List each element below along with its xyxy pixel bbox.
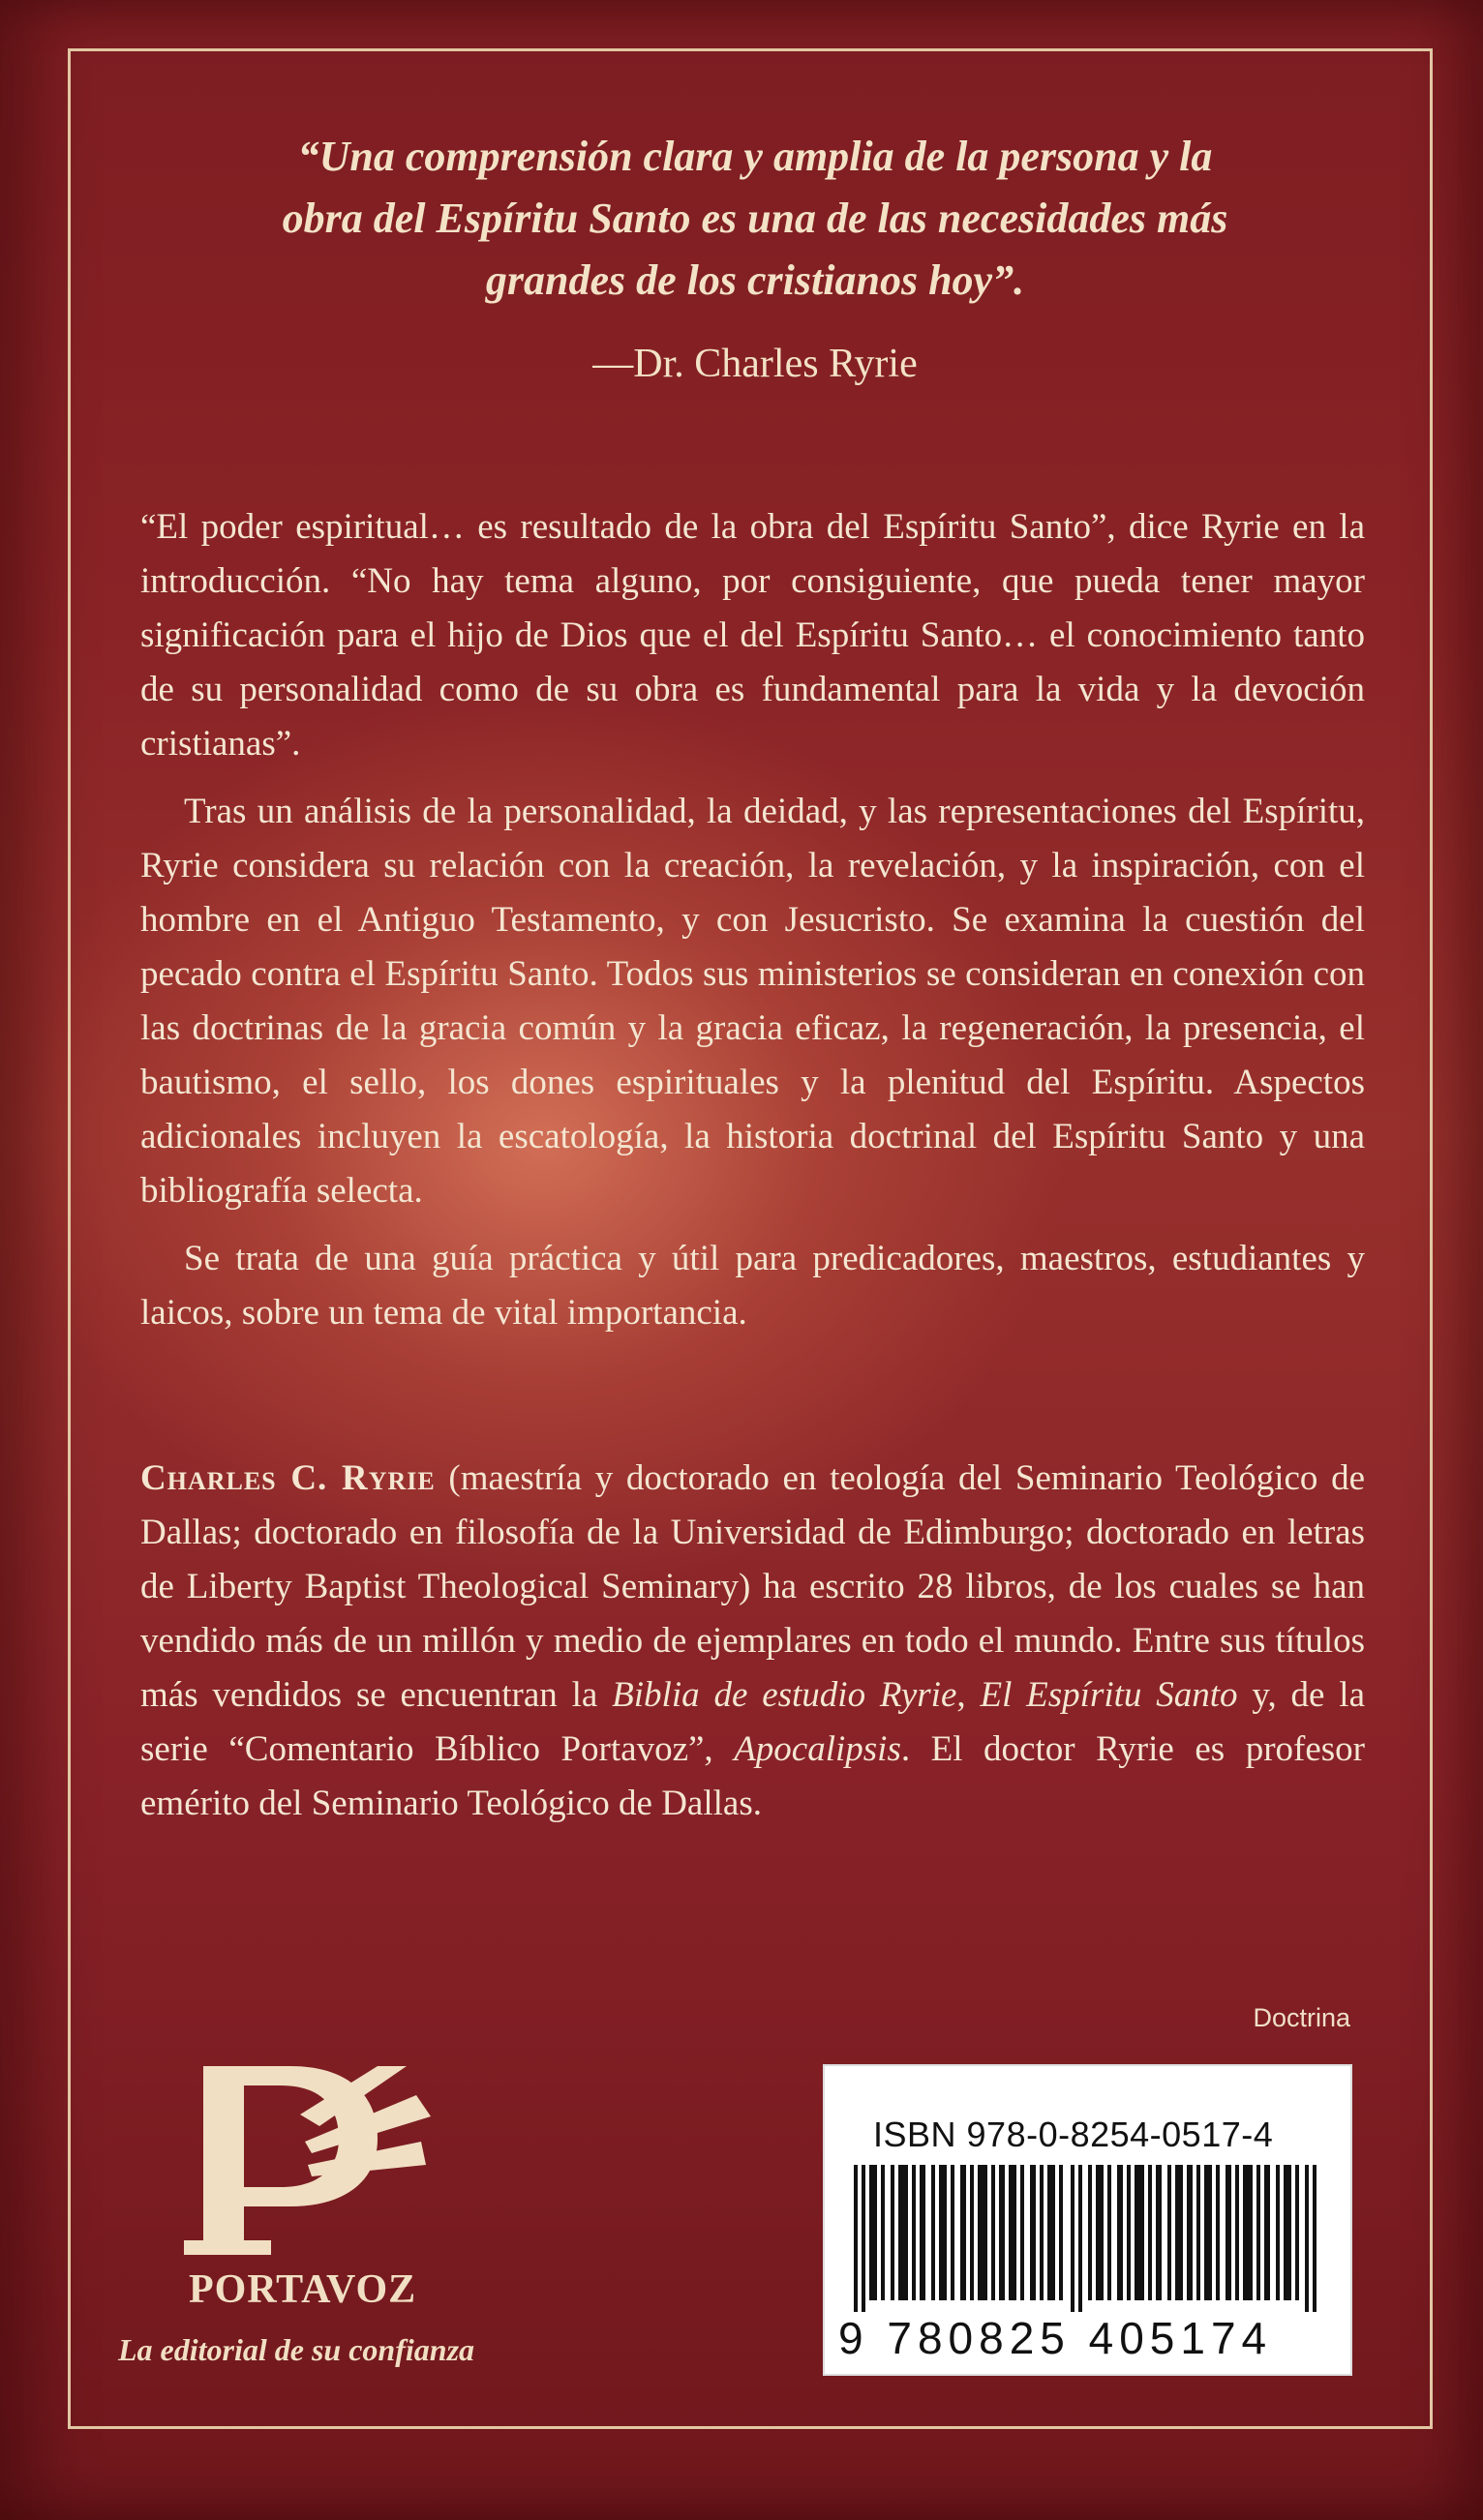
author-name: Charles C. Ryrie (140, 1458, 436, 1498)
bio-text: y, de la serie “Comentario Bíblico Portavoz”, (140, 1675, 1365, 1769)
quote-line: “Una comprensión clara y amplia de la persona y la (297, 133, 1213, 180)
book-title: El Espíritu Santo (980, 1675, 1238, 1715)
isbn-number: ISBN 978-0-8254-0517-4 (873, 2115, 1274, 2154)
publisher-name: PORTAVOZ (189, 2267, 417, 2312)
barcode-digits: 9 780825 405174 (838, 2313, 1273, 2363)
description-paragraph: Se trata de una guía práctica y útil para predicadores, maestros, estudiantes y laicos, sobre un tema de vital importancia. (140, 1239, 1365, 1333)
book-description (140, 500, 1365, 1354)
bio-text: . El doctor Ryrie es profesor emérito del Seminario Teológico de Dallas. (140, 1729, 1365, 1823)
book-title: Apocalipsis (734, 1729, 901, 1769)
publisher-tagline: La editorial de su confianza (118, 2332, 475, 2367)
category-label: Doctrina (1253, 2003, 1350, 2032)
book-title: Biblia de estudio Ryrie (612, 1675, 957, 1715)
bio-text: , (956, 1675, 981, 1715)
portavoz-logo-icon (184, 2047, 436, 2265)
barcode-panel (823, 2064, 1352, 2376)
quote-line: obra del Espíritu Santo es una de las necesidades más (282, 195, 1228, 242)
featured-quote (145, 126, 1365, 312)
quote-author: —Dr. Charles Ryrie (592, 342, 918, 386)
bio-text: (maestría y doctorado en teología del Seminario Teológico de Dallas; doctorado en filosofía de la Universidad de Edimburgo; doctorado en letras de Liberty Baptist Theological Seminary) ha escrito 28 libros, de los cuales se han vendido más de un millón y medio de ejemplares en todo el mundo. Entre sus títulos más vendidos se encuentran la (140, 1458, 1366, 1715)
barcode-bars (854, 2165, 1328, 2312)
quote-line: grandes de los cristianos hoy”. (485, 256, 1025, 304)
author-bio (140, 1452, 1365, 1831)
description-paragraph: “El poder espiritual… es resultado de la obra del Espíritu Santo”, dice Ryrie en la introducción. “No hay tema alguno, por consiguiente, que pueda tener mayor significación para el hijo de Dios que el del Espíritu Santo… el conocimiento tanto de su personalidad como de su obra es fundamental para la vida y la devoción cristianas”. (140, 507, 1365, 764)
description-paragraph: Tras un análisis de la personalidad, la deidad, y las representaciones del Espíritu, Ryrie considera su relación con la creación, la revelación, y la inspiración, con el hombre en el Antiguo Testamento, y con Jesucristo. Se examina la cuestión del pecado contra el Espíritu Santo. Todos sus ministerios se consideran en conexión con las doctrinas de la gracia común y la gracia eficaz, la regeneración, la presencia, el bautismo, el sello, los dones espirituales y la plenitud del Espíritu. Aspectos adicionales incluyen la escatología, la historia doctrinal del Espíritu Santo y una bibliografía selecta. (140, 792, 1365, 1211)
